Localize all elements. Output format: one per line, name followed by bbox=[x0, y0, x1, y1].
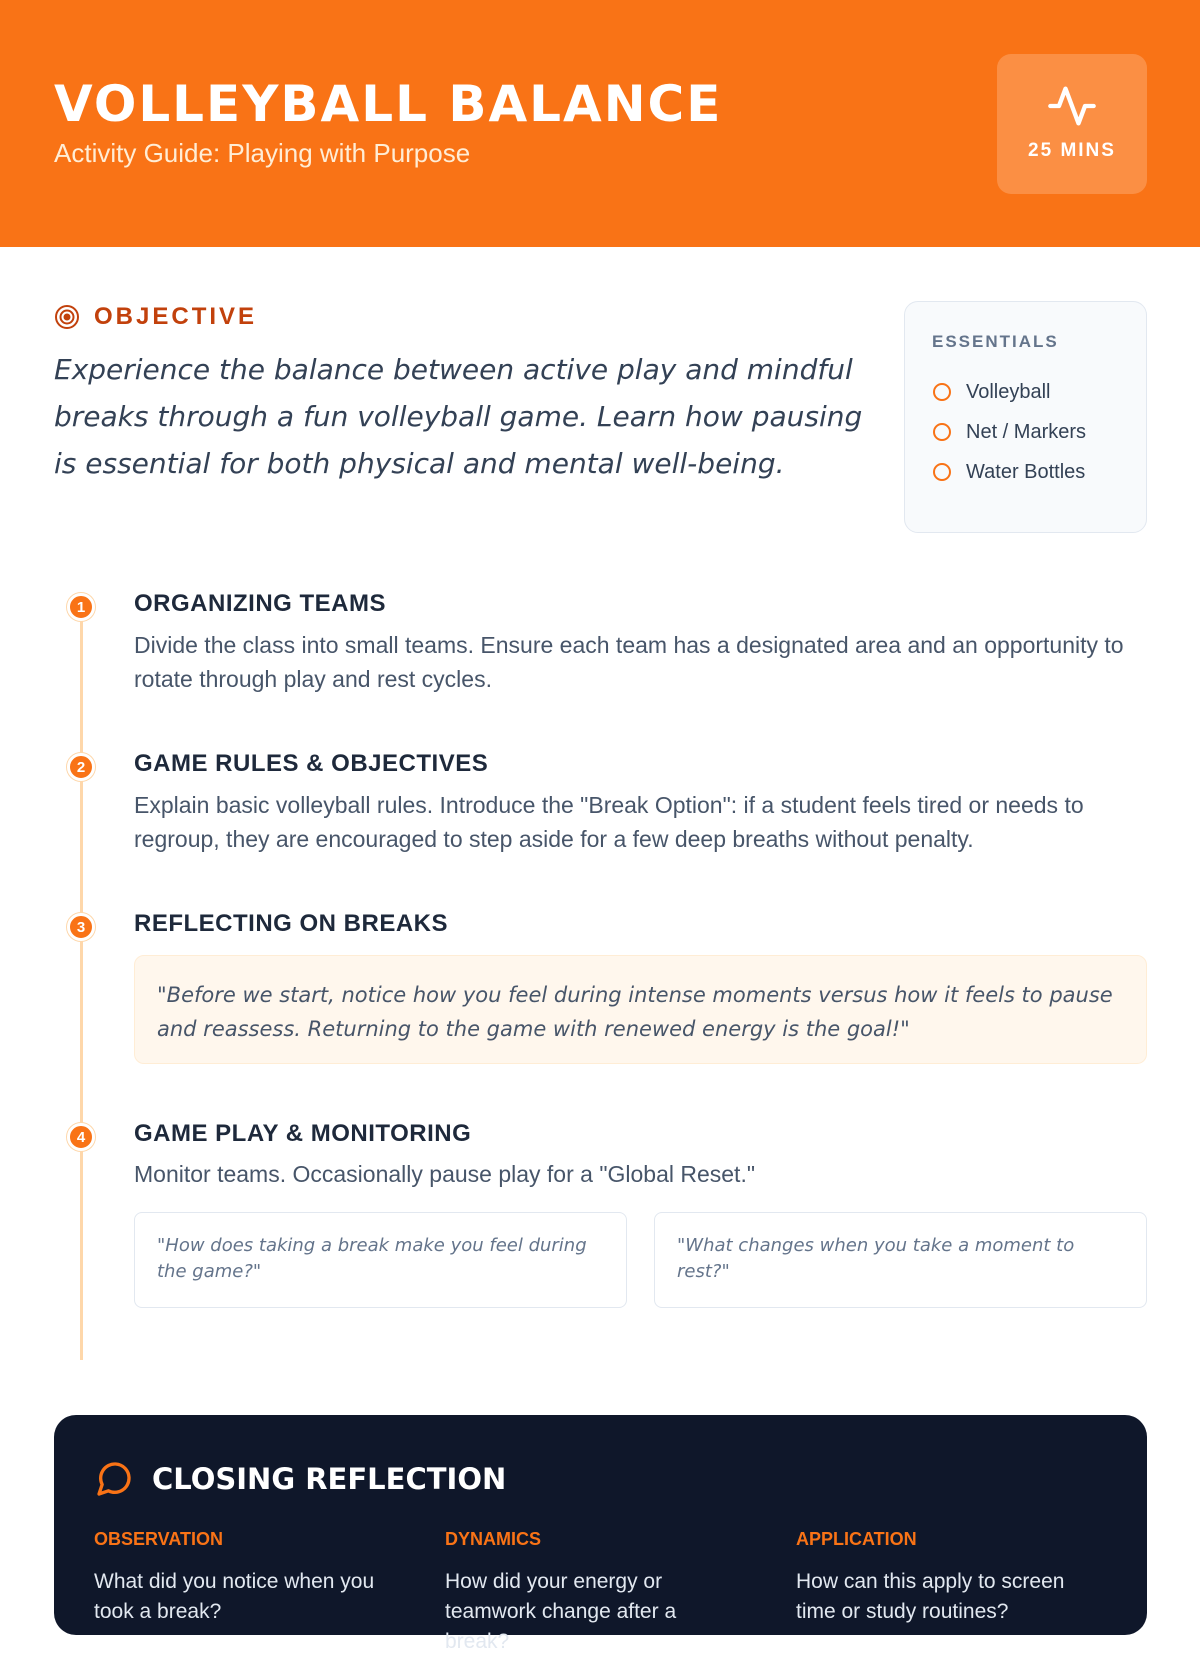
question-card-2: "What changes when you take a moment to rest?" bbox=[654, 1212, 1147, 1308]
question-card-1: "How does taking a break make you feel during the game?" bbox=[134, 1212, 627, 1308]
essentials-card bbox=[904, 301, 1147, 533]
closing-column-application bbox=[796, 1527, 1096, 1627]
closing-column-title: OBSERVATION bbox=[94, 1529, 224, 1549]
step-marker-3: 3 bbox=[67, 913, 95, 941]
duration-badge bbox=[997, 54, 1147, 194]
circle-bullet-icon bbox=[933, 383, 951, 401]
step-marker-1: 1 bbox=[67, 593, 95, 621]
step-body-4: Monitor teams. Occasionally pause play for a "Global Reset." bbox=[134, 1161, 755, 1187]
list-item bbox=[933, 412, 1086, 452]
essential-item-label: Net / Markers bbox=[966, 420, 1087, 443]
step-body-2: Explain basic volleyball rules. Introduce the "Break Option": if a student feels tired or needs to regroup, they are encouraged to step aside for a few deep breaths without penalty. bbox=[134, 792, 1084, 852]
step-marker-4: 4 bbox=[67, 1123, 95, 1151]
duration-label: 25 MINS bbox=[1028, 140, 1116, 161]
essential-item-label: Volleyball bbox=[966, 380, 1051, 403]
step-title-2: GAME RULES & OBJECTIVES bbox=[134, 750, 489, 777]
essential-item-label: Water Bottles bbox=[966, 460, 1086, 483]
closing-column-text: What did you notice when you took a break? bbox=[94, 1570, 375, 1623]
step-marker-2: 2 bbox=[67, 753, 95, 781]
closing-column-title: APPLICATION bbox=[796, 1529, 917, 1549]
header-banner bbox=[0, 0, 1200, 247]
essentials-title: ESSENTIALS bbox=[932, 332, 1059, 351]
closing-title: CLOSING REFLECTION bbox=[152, 1462, 507, 1496]
step-title-1: ORGANIZING TEAMS bbox=[134, 590, 386, 617]
circle-bullet-icon bbox=[933, 463, 951, 481]
step-title-4: GAME PLAY & MONITORING bbox=[134, 1120, 472, 1147]
timeline-line bbox=[80, 608, 83, 1360]
closing-heading bbox=[94, 1459, 506, 1499]
page-subtitle: Activity Guide: Playing with Purpose bbox=[54, 138, 471, 168]
objective-text: Experience the balance between active play and mindful breaks through a fun volleyball game. Learn how pausing is essential for both physical and mental well-being. bbox=[54, 353, 863, 480]
circle-bullet-icon bbox=[933, 423, 951, 441]
closing-column-text: How did your energy or teamwork change after a break? bbox=[445, 1570, 677, 1653]
objective-label: OBJECTIVE bbox=[94, 303, 258, 330]
list-item bbox=[933, 452, 1086, 492]
step-title-3: REFLECTING ON BREAKS bbox=[134, 910, 449, 937]
target-icon bbox=[54, 304, 80, 330]
chat-bubble-icon bbox=[94, 1459, 134, 1499]
list-item bbox=[933, 372, 1086, 412]
page-title: VOLLEYBALL BALANCE bbox=[54, 75, 723, 133]
closing-column-text: How can this apply to screen time or study routines? bbox=[796, 1570, 1065, 1623]
closing-reflection-panel bbox=[54, 1415, 1147, 1653]
closing-column-observation bbox=[94, 1527, 394, 1627]
closing-column-title: DYNAMICS bbox=[445, 1529, 542, 1549]
activity-pulse-icon bbox=[1046, 80, 1098, 132]
essentials-list bbox=[933, 372, 1086, 492]
step-body-1: Divide the class into small teams. Ensure each team has a designated area and an opportunity to rotate through play and rest cycles. bbox=[134, 632, 1124, 692]
reflection-quote: "Before we start, notice how you feel during intense moments versus how it feels to pause and reassess. Returning to the game with renewed energy is the goal!" bbox=[134, 955, 1147, 1064]
closing-column-dynamics bbox=[445, 1527, 745, 1657]
objective-heading bbox=[54, 302, 257, 332]
